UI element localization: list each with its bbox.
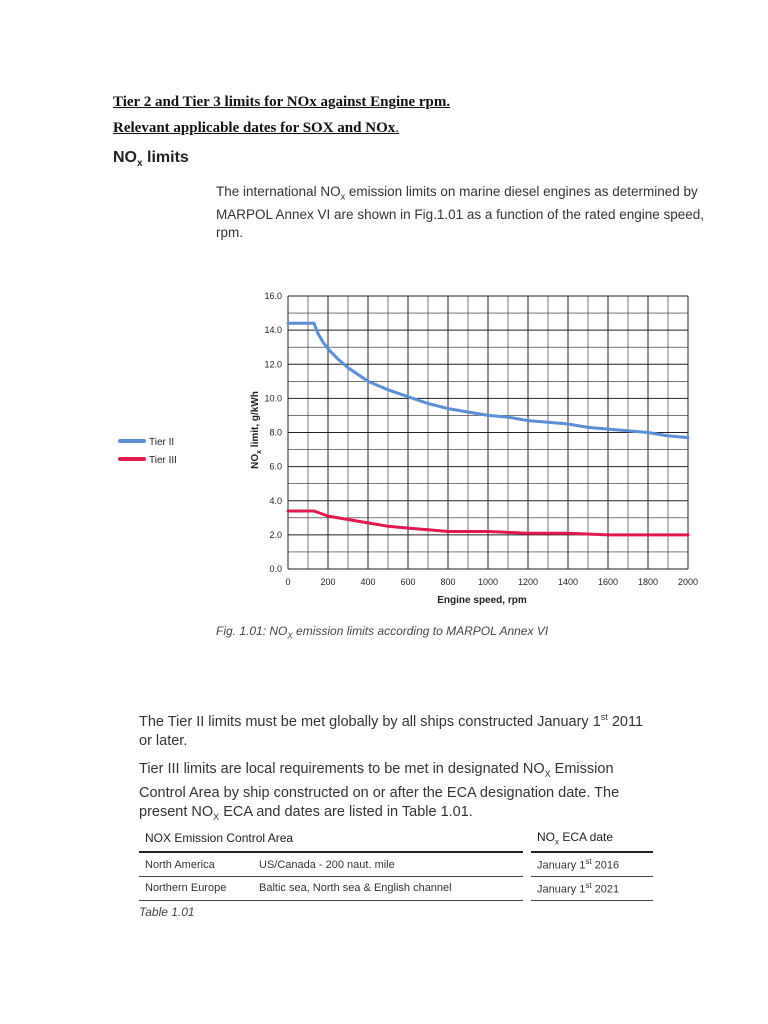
y-tick-label: 2.0 <box>269 529 282 540</box>
tier3-sub2: X <box>213 811 220 822</box>
eca-header-area: NOX Emission Control Area <box>139 826 523 852</box>
y-axis-label <box>250 391 263 469</box>
x-tick-label: 1200 <box>517 577 539 587</box>
intro-part1: The international NO <box>216 184 341 199</box>
figure-caption <box>216 624 548 640</box>
eca-header-date <box>531 826 653 852</box>
heading-period: . <box>395 120 399 136</box>
section-title <box>113 149 189 169</box>
table-row <box>139 877 653 901</box>
tier3-part2: Emission Control Area by ship constructed on or after the ECA designation date. The present NO <box>139 761 620 820</box>
section-title-rest: limits <box>142 149 189 166</box>
x-tick-label: 0 <box>285 577 291 587</box>
eca-header-date-sub: x <box>555 837 559 847</box>
nox-limit-chart <box>0 280 768 620</box>
x-tick-label: 400 <box>360 577 376 587</box>
eca-date-main: January 1 <box>537 860 586 873</box>
eca-gap <box>523 877 531 901</box>
intro-part2: emission limits on marine diesel engines as determined by MARPOL Annex VI are shown in Fig.1.01 as a function of the rated engine speed, rpm. <box>216 184 705 240</box>
tier3-part1: Tier III limits are local requirements to be met in designated NO <box>139 761 545 777</box>
tier2-part2: 2011 or later. <box>139 713 644 749</box>
figure-caption-part2: emission limits according to MARPOL Annex VI <box>292 624 549 638</box>
eca-header-date-main: NO <box>537 830 555 844</box>
y-tick-label: 0.0 <box>269 564 282 574</box>
y-tick-label: 16.0 <box>264 291 282 301</box>
figure-caption-part1: Fig. 1.01: NO <box>216 624 288 638</box>
eca-area: US/Canada - 200 naut. mile <box>253 852 523 876</box>
chart-grid <box>288 296 688 569</box>
x-tick-label: 600 <box>400 577 416 587</box>
intro-sub: x <box>340 191 346 202</box>
section-title-main: NO <box>113 149 137 166</box>
eca-gap <box>523 852 531 876</box>
section-title-sub: x <box>137 158 143 170</box>
x-tick-label: 800 <box>440 577 456 587</box>
tier2-sup: st <box>600 712 608 722</box>
eca-region: Northern Europe <box>139 877 253 901</box>
eca-area: Baltic sea, North sea & English channel <box>253 877 523 901</box>
y-axis-label-sub: x <box>256 449 263 454</box>
eca-region: North America <box>139 852 253 876</box>
intro-paragraph <box>216 183 706 242</box>
eca-date-sup: st <box>585 881 592 891</box>
eca-header-date-rest: ECA date <box>559 830 614 844</box>
y-tick-label: 12.0 <box>264 359 282 370</box>
tier2-paragraph <box>139 708 659 751</box>
chart-ticks <box>264 291 698 587</box>
y-tick-label: 8.0 <box>269 427 282 438</box>
y-axis-label-rest: limit, g/kWh <box>250 391 261 450</box>
x-tick-label: 1600 <box>597 577 619 587</box>
tier3-paragraph <box>139 760 659 827</box>
figure-caption-sub: X <box>287 631 293 641</box>
tier2-part1: The Tier II limits must be met globally by all ships constructed January 1 <box>139 713 601 730</box>
x-tick-label: 1400 <box>557 577 579 587</box>
x-axis-label: Engine speed, rpm <box>437 595 527 606</box>
legend-label: Tier III <box>149 455 177 466</box>
x-tick-label: 1800 <box>637 577 659 587</box>
eca-table-header <box>139 826 653 852</box>
x-tick-label: 2000 <box>677 577 699 587</box>
y-tick-label: 10.0 <box>264 393 282 404</box>
eca-date-year: 2016 <box>591 860 620 873</box>
tier3-part3: ECA and dates are listed in Table 1.01. <box>219 803 473 820</box>
eca-date-main: January 1 <box>537 883 586 896</box>
legend-label: Tier II <box>149 437 175 448</box>
heading-applicable-dates-text: Relevant applicable dates for SOX and NOx <box>113 120 396 136</box>
heading-applicable-dates <box>113 120 399 137</box>
eca-date <box>531 852 653 876</box>
eca-date-year: 2021 <box>591 883 620 896</box>
eca-table <box>139 826 653 901</box>
eca-date-sup: st <box>585 857 592 867</box>
chart-legend <box>120 437 177 466</box>
table-row <box>139 852 653 876</box>
tier3-sub1: X <box>544 768 551 779</box>
y-tick-label: 14.0 <box>264 325 282 336</box>
heading-tier-limits: Tier 2 and Tier 3 limits for NOx against Engine rpm. <box>113 94 451 110</box>
y-tick-label: 4.0 <box>269 495 282 506</box>
table-caption: Table 1.01 <box>139 905 195 919</box>
eca-header-gap <box>523 826 531 852</box>
y-tick-label: 6.0 <box>269 461 282 472</box>
eca-date <box>531 877 653 901</box>
x-tick-label: 200 <box>320 577 336 587</box>
y-axis-label-main: NO <box>250 453 261 469</box>
x-tick-label: 1000 <box>477 577 499 587</box>
